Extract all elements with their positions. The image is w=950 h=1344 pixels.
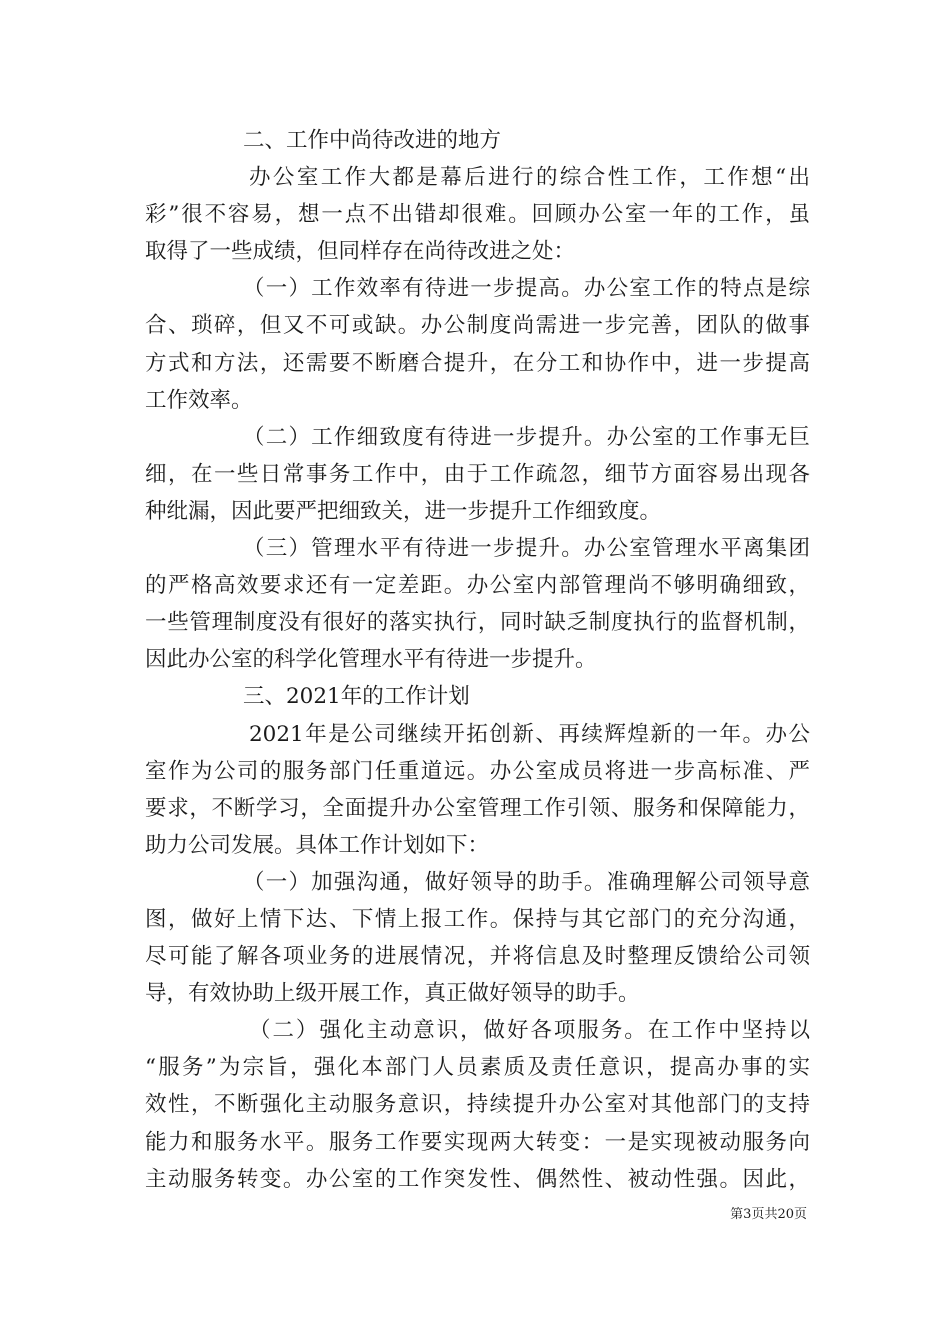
text-line: 三、2021年的工作计划 (243, 684, 470, 710)
text-line: （三）管理水平有待进一步提升。办公室管理水平离集团 (243, 536, 810, 562)
text-line: 2021年是公司继续开拓创新、再续辉煌新的一年。办公 (249, 721, 810, 747)
text-line: 一些管理制度没有很好的落实执行，同时缺乏制度执行的监督机制， (145, 610, 810, 636)
document-body (145, 122, 810, 1198)
text-line: 二、工作中尚待改进的地方 (243, 128, 502, 153)
text-line: 室作为公司的服务部门任重道远。办公室成员将进一步高标准、严 (145, 758, 810, 784)
text-line: （二）工作细致度有待进一步提升。办公室的工作事无巨 (243, 424, 810, 450)
text-line: 助力公司发展。具体工作计划如下： (145, 832, 490, 858)
page-number-footer: 第3页共20页 (730, 1207, 807, 1222)
text-line: 尽可能了解各项业务的进展情况，并将信息及时整理反馈给公司领 (145, 944, 810, 970)
text-line: 的严格高效要求还有一定差距。办公室内部管理尚不够明确细致， (145, 573, 810, 599)
text-line: （一）工作效率有待进一步提高。办公室工作的特点是综 (243, 276, 810, 302)
text-line: 种纰漏，因此要严把细致关，进一步提升工作细致度。 (145, 498, 662, 524)
text-line: 导，有效协助上级开展工作，真正做好领导的助手。 (145, 981, 640, 1007)
text-line: 效性，不断强化主动服务意识，持续提升办公室对其他部门的支持 (145, 1092, 810, 1118)
text-line: （二）强化主动意识，做好各项服务。在工作中坚持以 (249, 1018, 810, 1044)
text-line: “服务”为宗旨，强化本部门人员素质及责任意识，提高办事的实 (145, 1055, 810, 1081)
text-line: 细，在一些日常事务工作中，由于工作疏忽，细节方面容易出现各 (145, 461, 810, 487)
text-line: 方式和方法，还需要不断磨合提升，在分工和协作中，进一步提高 (145, 350, 810, 376)
text-line: 主动服务转变。办公室的工作突发性、偶然性、被动性强。因此， (145, 1166, 810, 1192)
text-line: 取得了一些成绩，但同样存在尚待改进之处： (145, 239, 576, 265)
text-line: 能力和服务水平。服务工作要实现两大转变：一是实现被动服务向 (145, 1129, 810, 1155)
text-line: 图，做好上情下达、下情上报工作。保持与其它部门的充分沟通， (145, 906, 810, 932)
text-line: 合、琐碎，但又不可或缺。办公制度尚需进一步完善，团队的做事 (145, 313, 810, 339)
text-line: （一）加强沟通，做好领导的助手。准确理解公司领导意 (243, 869, 810, 895)
text-line: 因此办公室的科学化管理水平有待进一步提升。 (145, 647, 597, 673)
text-line: 办公室工作大都是幕后进行的综合性工作，工作想“出 (249, 165, 810, 191)
text-line: 要求，不断学习，全面提升办公室管理工作引领、服务和保障能力， (145, 795, 810, 821)
text-line: 彩”很不容易，想一点不出错却很难。回顾办公室一年的工作，虽 (145, 202, 810, 228)
text-line: 工作效率。 (145, 387, 253, 413)
